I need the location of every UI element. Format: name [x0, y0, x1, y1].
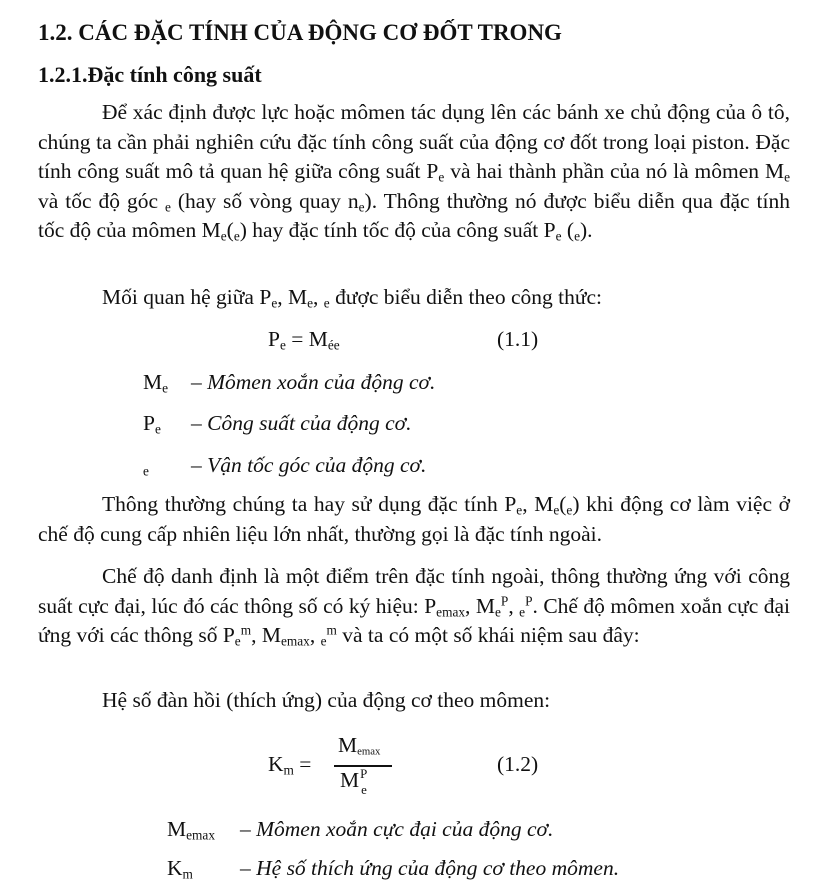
- definition-torque-text: – Mômen xoắn của động cơ.: [191, 370, 436, 394]
- formula-1-2-numerator: $M_{emax}$: [338, 733, 381, 758]
- paragraph-power-characteristic: Để xác định được lực hoặc mômen tác dụng lên các bánh xe chủ động của ô tô, chúng ta cần phải nghiên cứu đặc tính công suất của động cơ đốt trong loại piston. Đặc tính công suất mô tả quan hệ giữa công suất $P_e$ và hai thành phần của nó là mômen $M_e$ và tốc độ góc $_e$ (hay số vòng quay $n_e$). Thông thường nó được biểu diễn qua đặc tính tốc độ của mômen $M_e(_e)$ hay đặc tính tốc độ của công suất $P_e$ $(_e)$.: [38, 100, 791, 244]
- paragraph-external-characteristic: Thông thường chúng ta hay sử dụng đặc tính $P_e$, $M_e(_e)$ khi động cơ làm việc ở chế độ cung cấp nhiên liệu lớn nhất, thường gọi là đặc tính ngoài.: [38, 492, 790, 546]
- formula-1-1: $P_e = M_{éе}$: [268, 327, 340, 353]
- formula-1-2-number: (1.2): [497, 752, 539, 776]
- definition-angular-velocity-text: – Vận tốc góc của động cơ.: [191, 453, 427, 477]
- formula-1-2-lhs: $K_m$ =: [268, 752, 312, 778]
- definition-power-symbol: $P_e$: [143, 411, 161, 437]
- definition-max-torque-symbol: $M_{emax}$: [167, 817, 215, 843]
- section-title: 1.2. CÁC ĐẶC TÍNH CỦA ĐỘNG CƠ ĐỐT TRONG: [38, 20, 562, 45]
- definition-torque-symbol: $M_e$: [143, 370, 169, 396]
- formula-1-1-number: (1.1): [497, 327, 539, 351]
- subsection-title: 1.2.1.Đặc tính công suất: [38, 62, 262, 87]
- paragraph-relationship: Mối quan hệ giữa $P_e$, $M_e$, $_e$ được biểu diễn theo công thức:: [102, 285, 603, 311]
- definition-angular-velocity-symbol: e: [143, 463, 149, 479]
- definition-adaptation-coefficient-symbol: $K_m$: [167, 856, 193, 882]
- definition-power-text: – Công suất của động cơ.: [191, 411, 412, 435]
- definition-max-torque-text: – Mômen xoắn cực đại của động cơ.: [240, 817, 554, 841]
- paragraph-elasticity-coefficient: Hệ số đàn hồi (thích ứng) của động cơ theo mômen:: [102, 688, 551, 712]
- paragraph-rated-mode: Chế độ danh định là một điểm trên đặc tính ngoài, thông thường ứng với công suất cực đại, lúc đó các thông số có ký hiệu: $P_{emax}$, $M_e^P$, $_e^P$. Chế độ mômen xoắn cực đại ứng với các thông số $P_e^m$, $M_{emax}$, $_e^m$ và ta có một số khái niệm sau đây:: [38, 564, 790, 649]
- formula-1-2-denominator: M P e: [340, 767, 368, 797]
- definition-adaptation-coefficient-text: – Hệ số thích ứng của động cơ theo mômen.: [240, 856, 620, 880]
